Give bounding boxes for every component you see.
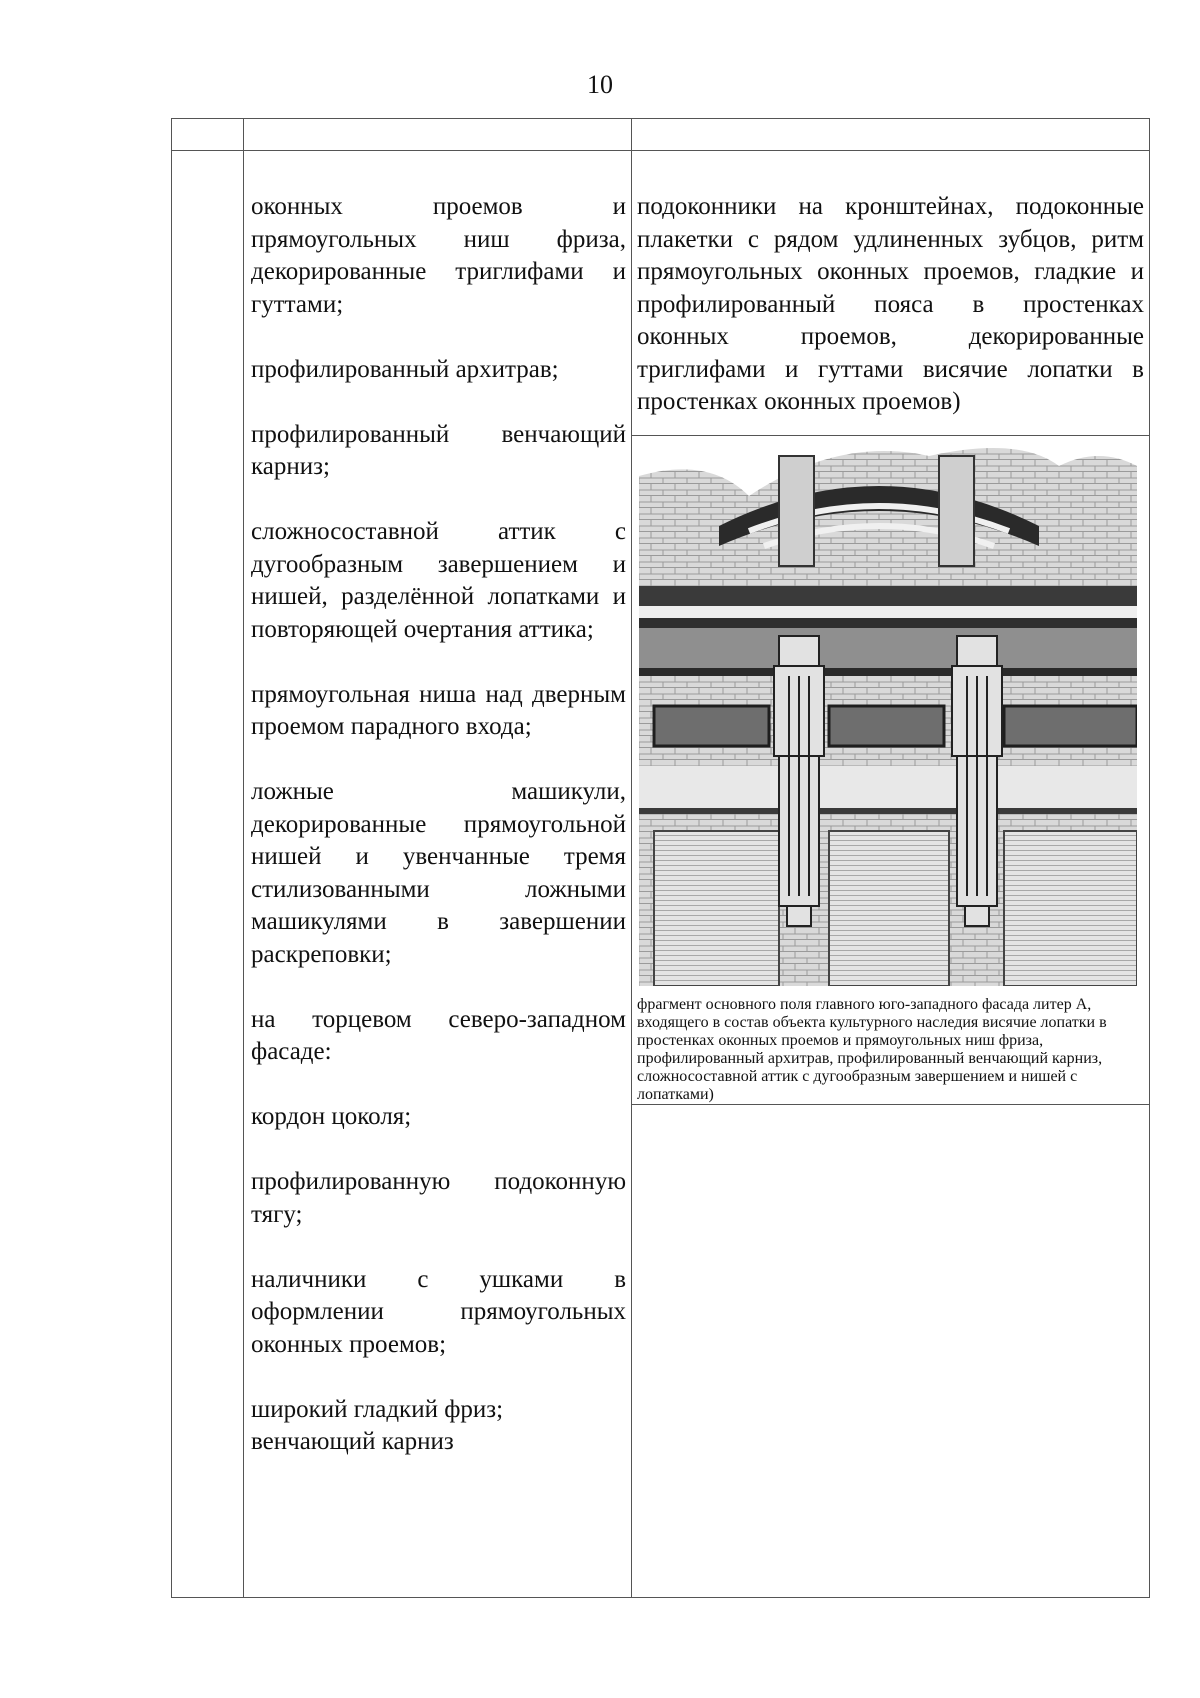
list-item: кордон цоколя; xyxy=(251,1103,412,1130)
table-header-row xyxy=(172,119,1150,151)
list-item: на торцевом северо-западном фасаде: xyxy=(251,1005,626,1065)
facade-photo xyxy=(639,436,1137,986)
photo-caption: фрагмент основного поля главного юго-западного фасада литер А, входящего в состав объекта культурного наследия висячие лопатки в простенках оконных проемов и прямоугольных ниш фриза, профилированный архитрав, профилированный венчающий карниз, сложносоставной аттик с дугообразным завершением и нишей с лопатками) xyxy=(637,995,1107,1103)
right-top-text: подоконники на кронштейнах, подоконные плакетки с рядом удлиненных зубцов, ритм прямоугольных оконных проемов, гладкие и профилированный пояса в простенках оконных проемов, декорированные триглифами и гуттами висячие лопатки в простенках оконных проемов) xyxy=(637,193,1144,415)
list-item: профилированную подоконную тягу; xyxy=(251,1168,626,1228)
elements-list xyxy=(244,151,631,1459)
page-number: 10 xyxy=(587,70,613,99)
header-cell-number xyxy=(172,119,244,151)
list-item: широкий гладкий фриз; венчающий карниз xyxy=(251,1395,504,1455)
header-cell-left xyxy=(244,119,632,151)
photo-frame xyxy=(632,435,1150,1105)
illustration-cell xyxy=(632,151,1150,1598)
elements-cell xyxy=(244,151,632,1598)
list-item: профилированный архитрав; xyxy=(251,355,559,383)
heritage-table xyxy=(171,118,1150,1598)
header-cell-right xyxy=(632,119,1150,151)
list-item: прямоугольная ниша над дверным проемом парадного входа; xyxy=(251,680,626,740)
list-item: ложные машикули, декорированные прямоугольной нишей и увенчанные тремя стилизованными ложными машикулями в завершении раскреповки; xyxy=(251,778,626,968)
list-item: наличники с ушками в оформлении прямоугольных оконных проемов; xyxy=(251,1265,626,1358)
right-top-text-block xyxy=(632,151,1149,419)
list-item: профилированный венчающий карниз; xyxy=(251,420,626,480)
table-body-row xyxy=(172,151,1150,1598)
number-cell xyxy=(172,151,244,1598)
list-item: сложносоставной аттик с дугообразным завершением и нишей, разделённой лопатками и повторяющей очертания аттика; xyxy=(251,518,626,643)
list-item: оконных проемов и прямоугольных ниш фриза, декорированные триглифами и гуттами; xyxy=(251,193,626,318)
